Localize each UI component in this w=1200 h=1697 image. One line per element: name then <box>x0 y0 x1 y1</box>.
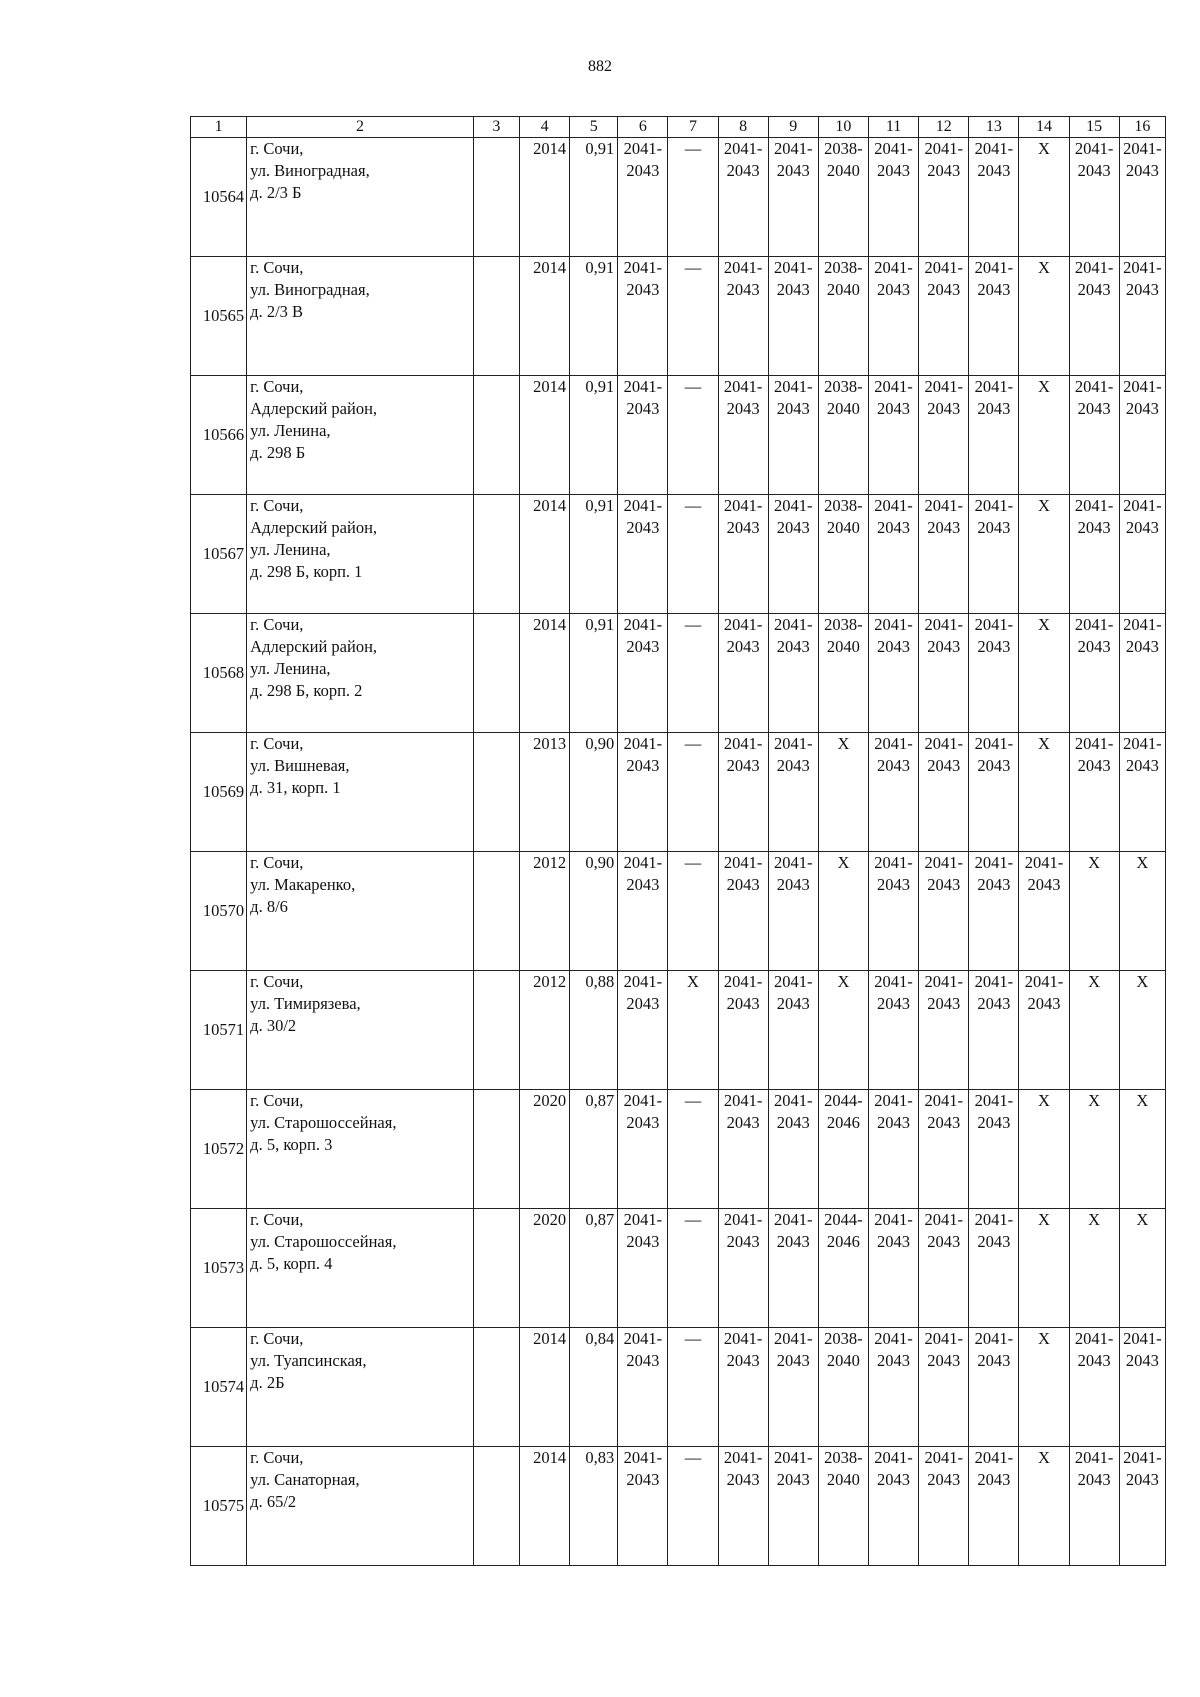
column-number-8: 8 <box>718 117 768 138</box>
address-line: ул. Санаторная, <box>250 1470 360 1489</box>
cell-col-13: 2041- 2043 <box>969 614 1019 733</box>
cell-col-11: 2041- 2043 <box>868 1209 918 1328</box>
table-row <box>191 495 1166 614</box>
record-number: 10575 <box>191 1447 247 1566</box>
address-line: ул. Туапсинская, <box>250 1351 367 1370</box>
cell-col-15: 2041- 2043 <box>1069 1328 1119 1447</box>
cell-col-15: Х <box>1069 971 1119 1090</box>
cell-col-8: 2041- 2043 <box>718 852 768 971</box>
cell-col-13: 2041- 2043 <box>969 1209 1019 1328</box>
column-number-9: 9 <box>768 117 818 138</box>
cell-col-9: 2041- 2043 <box>768 614 818 733</box>
record-number: 10568 <box>191 614 247 733</box>
cell-col-13: 2041- 2043 <box>969 257 1019 376</box>
cell-col-14: Х <box>1019 376 1069 495</box>
cell-col-16: 2041- 2043 <box>1119 1328 1165 1447</box>
cell-col-10: 2038- 2040 <box>818 376 868 495</box>
cell-col-6: 2041- 2043 <box>618 257 668 376</box>
cell-col-7: — <box>668 1209 718 1328</box>
cell-col-13: 2041- 2043 <box>969 1090 1019 1209</box>
cell-col-7: — <box>668 614 718 733</box>
table-row <box>191 1090 1166 1209</box>
cell-col-5: 0,90 <box>570 852 618 971</box>
record-number: 10570 <box>191 852 247 971</box>
address-cell <box>247 852 474 971</box>
cell-col-3 <box>473 971 519 1090</box>
cell-col-11: 2041- 2043 <box>868 971 918 1090</box>
cell-col-6: 2041- 2043 <box>618 495 668 614</box>
cell-col-6: 2041- 2043 <box>618 376 668 495</box>
cell-col-16: 2041- 2043 <box>1119 614 1165 733</box>
cell-col-10: 2038- 2040 <box>818 614 868 733</box>
cell-col-4: 2014 <box>520 495 570 614</box>
cell-col-6: 2041- 2043 <box>618 852 668 971</box>
cell-col-5: 0,83 <box>570 1447 618 1566</box>
table-row <box>191 1328 1166 1447</box>
column-number-15: 15 <box>1069 117 1119 138</box>
cell-col-10: Х <box>818 971 868 1090</box>
cell-col-13: 2041- 2043 <box>969 1447 1019 1566</box>
cell-col-5: 0,91 <box>570 614 618 733</box>
cell-col-14: Х <box>1019 257 1069 376</box>
address-line: г. Сочи, <box>250 972 304 991</box>
cell-col-13: 2041- 2043 <box>969 495 1019 614</box>
cell-col-8: 2041- 2043 <box>718 257 768 376</box>
cell-col-11: 2041- 2043 <box>868 1328 918 1447</box>
cell-col-8: 2041- 2043 <box>718 1090 768 1209</box>
cell-col-16: 2041- 2043 <box>1119 733 1165 852</box>
address-cell <box>247 376 474 495</box>
address-cell <box>247 1328 474 1447</box>
cell-col-6: 2041- 2043 <box>618 1090 668 1209</box>
cell-col-10: 2038- 2040 <box>818 495 868 614</box>
cell-col-4: 2014 <box>520 1447 570 1566</box>
cell-col-14: 2041- 2043 <box>1019 971 1069 1090</box>
column-number-12: 12 <box>919 117 969 138</box>
address-line: Адлерский район, <box>250 637 378 656</box>
address-line: г. Сочи, <box>250 496 304 515</box>
address-line: д. 30/2 <box>250 1016 297 1035</box>
cell-col-8: 2041- 2043 <box>718 138 768 257</box>
record-number: 10565 <box>191 257 247 376</box>
cell-col-10: Х <box>818 852 868 971</box>
cell-col-9: 2041- 2043 <box>768 1447 818 1566</box>
cell-col-4: 2014 <box>520 376 570 495</box>
cell-col-16: Х <box>1119 1209 1165 1328</box>
cell-col-3 <box>473 495 519 614</box>
cell-col-10: 2038- 2040 <box>818 1328 868 1447</box>
table-row <box>191 138 1166 257</box>
cell-col-14: Х <box>1019 733 1069 852</box>
cell-col-15: 2041- 2043 <box>1069 614 1119 733</box>
cell-col-7: — <box>668 257 718 376</box>
record-number: 10574 <box>191 1328 247 1447</box>
cell-col-11: 2041- 2043 <box>868 376 918 495</box>
cell-col-15: 2041- 2043 <box>1069 376 1119 495</box>
cell-col-9: 2041- 2043 <box>768 257 818 376</box>
cell-col-11: 2041- 2043 <box>868 1090 918 1209</box>
cell-col-11: 2041- 2043 <box>868 733 918 852</box>
cell-col-5: 0,84 <box>570 1328 618 1447</box>
cell-col-15: Х <box>1069 1090 1119 1209</box>
cell-col-12: 2041- 2043 <box>919 257 969 376</box>
address-line: г. Сочи, <box>250 853 304 872</box>
cell-col-10: 2038- 2040 <box>818 138 868 257</box>
cell-col-6: 2041- 2043 <box>618 1447 668 1566</box>
cell-col-8: 2041- 2043 <box>718 1209 768 1328</box>
address-line: д. 8/6 <box>250 897 288 916</box>
address-line: ул. Виноградная, <box>250 161 370 180</box>
address-line: д. 31, корп. 1 <box>250 778 341 797</box>
address-line: г. Сочи, <box>250 1210 304 1229</box>
column-number-2: 2 <box>247 117 474 138</box>
address-line: Адлерский район, <box>250 399 378 418</box>
cell-col-3 <box>473 257 519 376</box>
cell-col-12: 2041- 2043 <box>919 495 969 614</box>
address-line: д. 2/3 В <box>250 302 304 321</box>
cell-col-13: 2041- 2043 <box>969 138 1019 257</box>
cell-col-5: 0,91 <box>570 495 618 614</box>
cell-col-7: — <box>668 1090 718 1209</box>
cell-col-10: Х <box>818 733 868 852</box>
cell-col-4: 2020 <box>520 1209 570 1328</box>
cell-col-13: 2041- 2043 <box>969 733 1019 852</box>
cell-col-13: 2041- 2043 <box>969 971 1019 1090</box>
cell-col-15: Х <box>1069 1209 1119 1328</box>
cell-col-9: 2041- 2043 <box>768 733 818 852</box>
address-line: д. 298 Б <box>250 443 306 462</box>
table-row <box>191 852 1166 971</box>
address-line: г. Сочи, <box>250 1329 304 1348</box>
address-cell <box>247 1447 474 1566</box>
address-line: г. Сочи, <box>250 258 304 277</box>
cell-col-14: Х <box>1019 138 1069 257</box>
cell-col-5: 0,91 <box>570 376 618 495</box>
address-line: г. Сочи, <box>250 734 304 753</box>
table-row <box>191 733 1166 852</box>
column-number-13: 13 <box>969 117 1019 138</box>
cell-col-16: 2041- 2043 <box>1119 1447 1165 1566</box>
cell-col-12: 2041- 2043 <box>919 1328 969 1447</box>
cell-col-7: — <box>668 1447 718 1566</box>
cell-col-15: 2041- 2043 <box>1069 257 1119 376</box>
cell-col-14: Х <box>1019 614 1069 733</box>
cell-col-8: 2041- 2043 <box>718 1447 768 1566</box>
cell-col-5: 0,91 <box>570 257 618 376</box>
cell-col-3 <box>473 138 519 257</box>
cell-col-12: 2041- 2043 <box>919 733 969 852</box>
cell-col-14: Х <box>1019 1090 1069 1209</box>
page-number: 882 <box>588 58 612 75</box>
column-number-7: 7 <box>668 117 718 138</box>
address-line: д. 2Б <box>250 1373 285 1392</box>
cell-col-9: 2041- 2043 <box>768 1209 818 1328</box>
address-cell <box>247 733 474 852</box>
column-number-1: 1 <box>191 117 247 138</box>
address-cell <box>247 1209 474 1328</box>
cell-col-4: 2014 <box>520 138 570 257</box>
record-number: 10567 <box>191 495 247 614</box>
column-number-11: 11 <box>868 117 918 138</box>
cell-col-15: 2041- 2043 <box>1069 138 1119 257</box>
cell-col-16: Х <box>1119 971 1165 1090</box>
cell-col-15: 2041- 2043 <box>1069 733 1119 852</box>
cell-col-7: — <box>668 852 718 971</box>
cell-col-6: 2041- 2043 <box>618 1209 668 1328</box>
cell-col-11: 2041- 2043 <box>868 257 918 376</box>
housing-register-table <box>190 116 1166 1566</box>
cell-col-9: 2041- 2043 <box>768 138 818 257</box>
address-cell <box>247 495 474 614</box>
cell-col-11: 2041- 2043 <box>868 495 918 614</box>
cell-col-5: 0,88 <box>570 971 618 1090</box>
cell-col-14: Х <box>1019 495 1069 614</box>
cell-col-3 <box>473 1447 519 1566</box>
cell-col-6: 2041- 2043 <box>618 614 668 733</box>
cell-col-6: 2041- 2043 <box>618 733 668 852</box>
cell-col-10: 2044- 2046 <box>818 1090 868 1209</box>
cell-col-15: 2041- 2043 <box>1069 495 1119 614</box>
address-line: Адлерский район, <box>250 518 378 537</box>
cell-col-13: 2041- 2043 <box>969 376 1019 495</box>
address-line: г. Сочи, <box>250 1091 304 1110</box>
cell-col-7: Х <box>668 971 718 1090</box>
cell-col-5: 0,90 <box>570 733 618 852</box>
cell-col-13: 2041- 2043 <box>969 1328 1019 1447</box>
column-number-3: 3 <box>473 117 519 138</box>
cell-col-3 <box>473 1209 519 1328</box>
cell-col-9: 2041- 2043 <box>768 971 818 1090</box>
table-row <box>191 971 1166 1090</box>
cell-col-16: 2041- 2043 <box>1119 138 1165 257</box>
cell-col-4: 2014 <box>520 614 570 733</box>
address-line: ул. Тимирязева, <box>250 994 361 1013</box>
cell-col-9: 2041- 2043 <box>768 1328 818 1447</box>
record-number: 10571 <box>191 971 247 1090</box>
cell-col-9: 2041- 2043 <box>768 376 818 495</box>
table-row <box>191 1209 1166 1328</box>
cell-col-3 <box>473 733 519 852</box>
address-line: г. Сочи, <box>250 1448 304 1467</box>
address-cell <box>247 614 474 733</box>
cell-col-4: 2012 <box>520 852 570 971</box>
cell-col-9: 2041- 2043 <box>768 1090 818 1209</box>
cell-col-14: Х <box>1019 1328 1069 1447</box>
cell-col-8: 2041- 2043 <box>718 614 768 733</box>
cell-col-11: 2041- 2043 <box>868 138 918 257</box>
cell-col-5: 0,91 <box>570 138 618 257</box>
cell-col-16: Х <box>1119 1090 1165 1209</box>
cell-col-11: 2041- 2043 <box>868 1447 918 1566</box>
cell-col-14: 2041- 2043 <box>1019 852 1069 971</box>
address-line: ул. Макаренко, <box>250 875 356 894</box>
address-line: д. 2/3 Б <box>250 183 302 202</box>
cell-col-16: 2041- 2043 <box>1119 376 1165 495</box>
cell-col-16: 2041- 2043 <box>1119 495 1165 614</box>
cell-col-8: 2041- 2043 <box>718 495 768 614</box>
address-line: ул. Ленина, <box>250 659 331 678</box>
cell-col-7: — <box>668 1328 718 1447</box>
cell-col-3 <box>473 1328 519 1447</box>
table-row <box>191 376 1166 495</box>
cell-col-8: 2041- 2043 <box>718 733 768 852</box>
address-line: г. Сочи, <box>250 139 304 158</box>
cell-col-16: Х <box>1119 852 1165 971</box>
table-body <box>191 117 1166 1566</box>
address-line: ул. Вишневая, <box>250 756 350 775</box>
cell-col-3 <box>473 852 519 971</box>
cell-col-3 <box>473 1090 519 1209</box>
address-line: г. Сочи, <box>250 377 304 396</box>
record-number: 10569 <box>191 733 247 852</box>
address-line: д. 298 Б, корп. 2 <box>250 681 363 700</box>
cell-col-5: 0,87 <box>570 1090 618 1209</box>
cell-col-10: 2044- 2046 <box>818 1209 868 1328</box>
cell-col-9: 2041- 2043 <box>768 495 818 614</box>
cell-col-15: 2041- 2043 <box>1069 1447 1119 1566</box>
table-row <box>191 1447 1166 1566</box>
address-line: г. Сочи, <box>250 615 304 634</box>
table-row <box>191 257 1166 376</box>
cell-col-10: 2038- 2040 <box>818 257 868 376</box>
cell-col-12: 2041- 2043 <box>919 614 969 733</box>
record-number: 10566 <box>191 376 247 495</box>
cell-col-13: 2041- 2043 <box>969 852 1019 971</box>
record-number: 10572 <box>191 1090 247 1209</box>
cell-col-7: — <box>668 376 718 495</box>
column-number-row <box>191 117 1166 138</box>
cell-col-4: 2014 <box>520 257 570 376</box>
cell-col-12: 2041- 2043 <box>919 376 969 495</box>
address-line: ул. Виноградная, <box>250 280 370 299</box>
cell-col-6: 2041- 2043 <box>618 971 668 1090</box>
cell-col-8: 2041- 2043 <box>718 1328 768 1447</box>
record-number: 10564 <box>191 138 247 257</box>
cell-col-9: 2041- 2043 <box>768 852 818 971</box>
column-number-4: 4 <box>520 117 570 138</box>
column-number-10: 10 <box>818 117 868 138</box>
cell-col-12: 2041- 2043 <box>919 971 969 1090</box>
address-line: ул. Ленина, <box>250 421 331 440</box>
cell-col-6: 2041- 2043 <box>618 1328 668 1447</box>
cell-col-12: 2041- 2043 <box>919 138 969 257</box>
cell-col-3 <box>473 376 519 495</box>
cell-col-3 <box>473 614 519 733</box>
cell-col-12: 2041- 2043 <box>919 1090 969 1209</box>
address-cell <box>247 138 474 257</box>
cell-col-14: Х <box>1019 1209 1069 1328</box>
address-line: д. 298 Б, корп. 1 <box>250 562 363 581</box>
address-cell <box>247 1090 474 1209</box>
cell-col-6: 2041- 2043 <box>618 138 668 257</box>
address-line: ул. Старошоссейная, <box>250 1232 397 1251</box>
address-cell <box>247 257 474 376</box>
cell-col-12: 2041- 2043 <box>919 1209 969 1328</box>
cell-col-7: — <box>668 733 718 852</box>
column-number-6: 6 <box>618 117 668 138</box>
cell-col-7: — <box>668 495 718 614</box>
cell-col-16: 2041- 2043 <box>1119 257 1165 376</box>
column-number-5: 5 <box>570 117 618 138</box>
address-line: ул. Ленина, <box>250 540 331 559</box>
cell-col-15: Х <box>1069 852 1119 971</box>
address-line: д. 5, корп. 4 <box>250 1254 333 1273</box>
cell-col-4: 2012 <box>520 971 570 1090</box>
table-row <box>191 614 1166 733</box>
column-number-14: 14 <box>1019 117 1069 138</box>
address-line: д. 5, корп. 3 <box>250 1135 333 1154</box>
record-number: 10573 <box>191 1209 247 1328</box>
cell-col-10: 2038- 2040 <box>818 1447 868 1566</box>
cell-col-14: Х <box>1019 1447 1069 1566</box>
cell-col-8: 2041- 2043 <box>718 971 768 1090</box>
cell-col-4: 2020 <box>520 1090 570 1209</box>
address-line: ул. Старошоссейная, <box>250 1113 397 1132</box>
cell-col-11: 2041- 2043 <box>868 852 918 971</box>
cell-col-12: 2041- 2043 <box>919 1447 969 1566</box>
address-cell <box>247 971 474 1090</box>
cell-col-11: 2041- 2043 <box>868 614 918 733</box>
cell-col-12: 2041- 2043 <box>919 852 969 971</box>
cell-col-7: — <box>668 138 718 257</box>
column-number-16: 16 <box>1119 117 1165 138</box>
cell-col-8: 2041- 2043 <box>718 376 768 495</box>
address-line: д. 65/2 <box>250 1492 297 1511</box>
cell-col-4: 2013 <box>520 733 570 852</box>
cell-col-4: 2014 <box>520 1328 570 1447</box>
cell-col-5: 0,87 <box>570 1209 618 1328</box>
